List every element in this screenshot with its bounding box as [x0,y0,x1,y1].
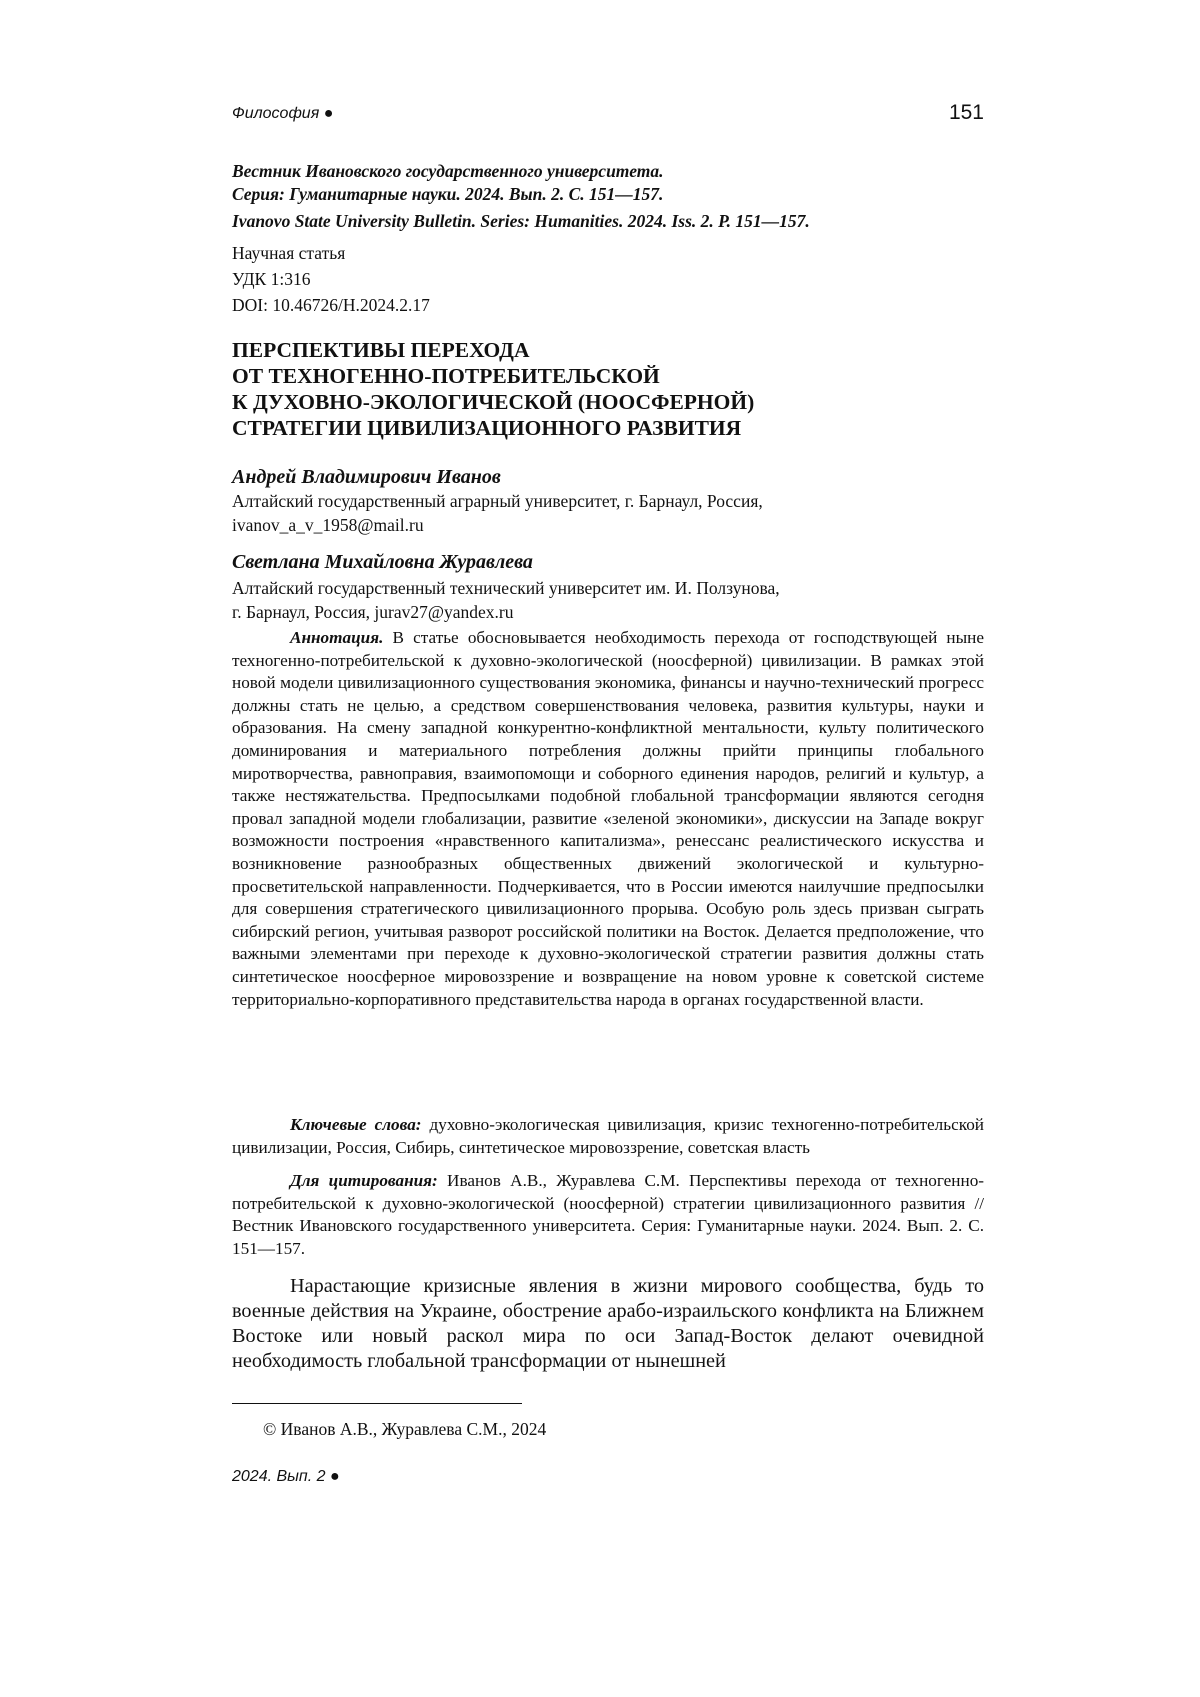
keywords-text: духовно-экологическая цивилизация, кризис техногенно-потребительской цивилизации, Россия, Сибирь, синтетическое мировоззрение, советская власть [232,1115,984,1157]
body-paragraph: Нарастающие кризисные явления в жизни мирового сообщества, будь то военные действия на Украине, обострение арабо-израильского конфликта на Ближнем Востоке или новый раскол мира по оси Запад-Восток делают очевидной необходимость глобальной трансформации от нынешней [232,1274,984,1374]
title-line-3: К ДУХОВНО-ЭКОЛОГИЧЕСКОЙ (НООСФЕРНОЙ) [232,389,984,415]
title-line-1: ПЕРСПЕКТИВЫ ПЕРЕХОДА [232,337,984,363]
title-line-4: СТРАТЕГИИ ЦИВИЛИЗАЦИОННОГО РАЗВИТИЯ [232,415,984,441]
page-number: 151 [949,101,984,125]
author-name: Андрей Владимирович Иванов [232,465,984,489]
keywords-label: Ключевые слова: [290,1115,422,1134]
title-line-2: ОТ ТЕХНОГЕННО-ПОТРЕБИТЕЛЬСКОЙ [232,363,984,389]
author-email: ivanov_a_v_1958@mail.ru [232,513,984,537]
author-affiliation [232,489,984,537]
running-head [232,105,984,135]
abstract [232,627,984,1011]
doi: DOI: 10.46726/H.2024.2.17 [232,292,984,318]
issue-footer: 2024. Вып. 2 ● [232,1468,984,1486]
section-label: Философия ● [232,105,333,123]
journal-citation-en: Ivanovo State University Bulletin. Series: Humanities. 2024. Iss. 2. P. 151—157. [232,210,984,233]
udc-code: УДК 1:316 [232,266,984,292]
affiliation-line: Алтайский государственный аграрный университет, г. Барнаул, Россия, [232,489,984,513]
affiliation-line: Алтайский государственный технический университет им. И. Ползунова, [232,576,984,600]
keywords [232,1114,984,1159]
footnote-divider [232,1403,522,1404]
article-page [0,0,1200,1697]
author-name: Светлана Михайловна Журавлева [232,550,984,574]
copyright-note: © Иванов А.В., Журавлева С.М., 2024 [263,1418,1015,1440]
abstract-label: Аннотация. [290,628,383,647]
article-title [232,337,984,441]
affiliation-line-email: г. Барнаул, Россия, jurav27@yandex.ru [232,600,984,624]
article-meta [232,240,984,318]
journal-line-2: Серия: Гуманитарные науки. 2024. Вып. 2. С. 151—157. [232,183,984,206]
journal-citation-ru [232,160,984,206]
citation-label: Для цитирования: [290,1171,438,1190]
article-type: Научная статья [232,240,984,266]
citation [232,1170,984,1260]
citation-text: Иванов А.В., Журавлева С.М. Перспективы перехода от техногенно-потребительской к духовно-экологической (ноосферной) стратегии цивилизационного развития // Вестник Ивановского государственного университета. Серия: Гуманитарные науки. 2024. Вып. 2. С. 151—157. [232,1171,984,1258]
abstract-text: В статье обосновывается необходимость перехода от господствующей ныне техногенно-потребительской к духовно-экологической (ноосферной) цивилизации. В рамках этой новой модели цивилизационного существования экономика, финансы и научно-технический прогресс должны стать не целью, а средством совершенствования человека, развития культуры, науки и образования. На смену западной конкурентно-конфликтной ментальности, культу политического доминирования и материального потребления должны прийти принципы глобального миротворчества, равноправия, взаимопомощи и соборного единения народов, религий и культур, а также нестяжательства. Предпосылками подобной глобальной трансформации являются сегодня провал западной модели глобализации, развитие «зеленой экономики», дискуссии на Западе вокруг возможности построения «нравственного капитализма», ренессанс реалистического искусства и возникновение разнообразных общественных движений экологической и культурно-просветительской направленности. Подчеркивается, что в России имеются наилучшие предпосылки для совершения стратегического цивилизационного прорыва. Особую роль здесь призван сыграть сибирский регион, учитывая разворот российской политики на Восток. Делается предположение, что важными элементами при переходе к духовно-экологической стратегии развития должны стать синтетическое ноосферное мировоззрение и возвращение на новом уровне к советской системе территориально-корпоративного представительства народа в органах государственной власти. [232,628,984,1009]
author-affiliation [232,576,984,624]
journal-line-1: Вестник Ивановского государственного университета. [232,160,984,183]
